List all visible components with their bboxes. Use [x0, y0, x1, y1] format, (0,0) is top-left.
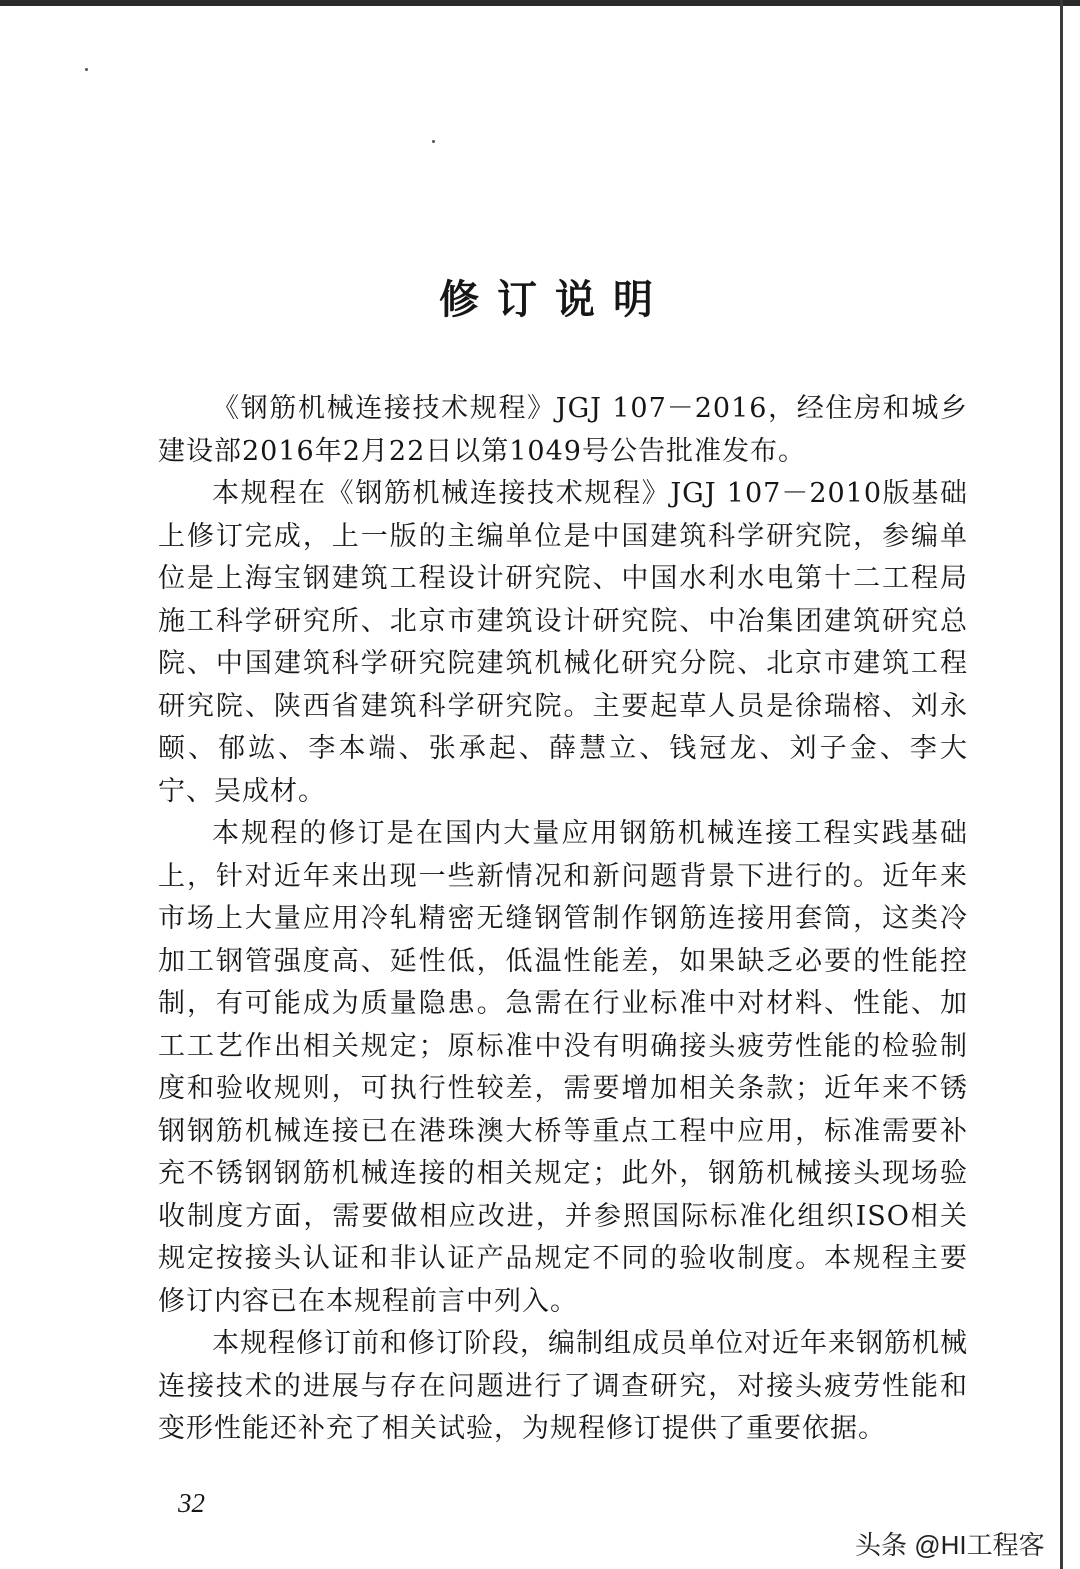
scan-right-edge — [1060, 0, 1063, 1569]
page-number: 32 — [178, 1488, 205, 1518]
paragraph: 《钢筋机械连接技术规程》JGJ 107－2016，经住房和城乡建设部2016年2月22日以第1049号公告批准发布。 — [158, 393, 968, 467]
page-title: 修订说明 — [439, 276, 671, 323]
watermark: 头条 @HI工程客 — [855, 1530, 1045, 1560]
paragraph: 本规程修订前和修订阶段，编制组成员单位对近年来钢筋机械连接技术的进展与存在问题进行了调查研究，对接头疲劳性能和变形性能还补充了相关试验，为规程修订提供了重要依据。 — [158, 1328, 968, 1444]
body-text — [158, 388, 968, 1451]
paragraph: 本规程的修订是在国内大量应用钢筋机械连接工程实践基础上，针对近年来出现一些新情况和新问题背景下进行的。近年来市场上大量应用冷轧精密无缝钢管制作钢筋连接用套筒，这类冷加工钢管强度高、延性低，低温性能差，如果缺乏必要的性能控制，有可能成为质量隐患。急需在行业标准中对材料、性能、加工工艺作出相关规定；原标准中没有明确接头疲劳性能的检验制度和验收规则，可执行性较差，需要增加相关条款；近年来不锈钢钢筋机械连接已在港珠澳大桥等重点工程中应用，标准需要补充不锈钢钢筋机械连接的相关规定；此外，钢筋机械接头现场验收制度方面，需要做相应改进，并参照国际标准化组织ISO相关规定按接头认证和非认证产品规定不同的验收制度。本规程主要修订内容已在本规程前言中列入。 — [158, 818, 968, 1317]
scan-speck — [432, 140, 435, 143]
scan-top-edge — [0, 0, 1080, 6]
scan-speck — [85, 68, 88, 71]
paragraph: 本规程在《钢筋机械连接技术规程》JGJ 107－2010版基础上修订完成，上一版的主编单位是中国建筑科学研究院，参编单位是上海宝钢建筑工程设计研究院、中国水利水电第十二工程局施工科学研究所、北京市建筑设计研究院、中冶集团建筑研究总院、中国建筑科学研究院建筑机械化研究分院、北京市建筑工程研究院、陕西省建筑科学研究院。主要起草人员是徐瑞榕、刘永颐、郁竑、李本端、张承起、薛慧立、钱冠龙、刘子金、李大宁、吴成材。 — [158, 478, 968, 807]
